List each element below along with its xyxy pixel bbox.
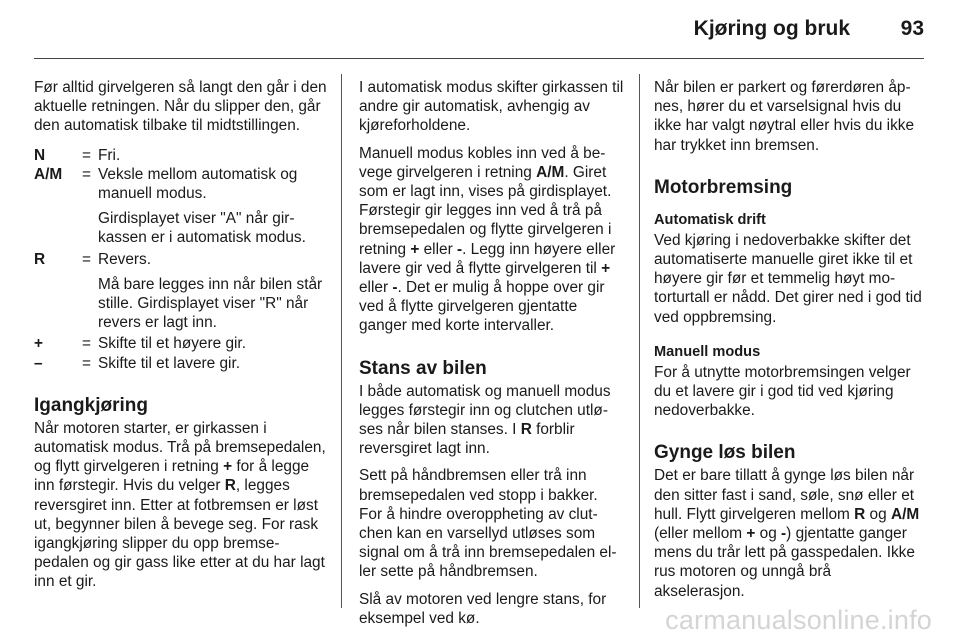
heading-motorbremsing: Motorbremsing <box>654 176 793 198</box>
legend-equals: = <box>82 354 91 372</box>
engine-off-paragraph: Slå av motoren ved lengre stans, for eksempel ved kø. <box>359 590 607 627</box>
legend-equals: = <box>82 250 91 268</box>
page-number: 93 <box>900 17 924 40</box>
auto-braking-paragraph: Ved kjøring i nedoverbakke skifter det automatiserte manuelle giret ikke til et høyere gir før et temmelig høyt motorturtall er nådd. Det girer ned i god tid ved oppbremsing. <box>654 231 922 326</box>
legend-key: – <box>34 354 43 372</box>
intro-paragraph: Før alltid girvelgeren så langt den går i den aktuelle retningen. Når du slipper den, går den automatisk tilbake til midtstillingen. <box>34 79 327 135</box>
column-divider-2 <box>639 74 640 608</box>
legend-value: Veksle mellom automatisk og manuell modus. <box>98 165 298 203</box>
legend-equals: = <box>82 335 91 353</box>
manual-braking-paragraph: For å utnytte motorbremsingen velger du et lavere gir i god tid ved kjøring nedoverbakke. <box>654 363 911 420</box>
legend-equals: = <box>82 146 91 164</box>
legend-value: Skifte til et høyere gir. <box>98 335 246 353</box>
start-paragraph: Når motoren starter, er girkassen i automatisk modus. Trå på bremsepedalen, og flytt girvelgeren i retning + for å legge inn førstegir. Hvis du velger R, legges reversgiret inn. Etter at fotbremsen er løst ut, begynner bilen å bevege seg. For rask igangkjøring slipper du opp bremsepedalen og gir gass like etter at du har lagt inn et gir. <box>34 419 326 591</box>
column-1 <box>34 78 328 600</box>
header-divider <box>34 58 924 59</box>
column-2 <box>359 78 625 636</box>
subheading-manuell: Manuell modus <box>654 343 761 360</box>
heading-igangkjoring: Igangkjøring <box>34 394 148 416</box>
section-title: Kjøring og bruk <box>693 17 850 40</box>
hill-paragraph: Sett på håndbremsen eller trå inn bremsepedalen ved stopp i bakker. For å hindre overoppheting av clutchen kan en varsellyd utløses som signal om å trå inn bremsepedalen eller sette på håndbremsen. <box>359 467 617 581</box>
legend-value: Skifte til et lavere gir. <box>98 354 240 372</box>
heading-stans: Stans av bilen <box>359 357 487 379</box>
legend-note: Girdisplayet viser "A" når girkassen er i automatisk modus. <box>98 210 306 247</box>
legend-key: A/M <box>34 165 63 183</box>
legend-row-plus <box>34 334 328 353</box>
gear-legend <box>34 146 328 373</box>
legend-key: N <box>34 146 46 164</box>
legend-value: Revers. <box>98 250 152 268</box>
heading-gynge: Gynge løs bilen <box>654 442 796 464</box>
parked-paragraph: Når bilen er parkert og førerdøren åpnes, hører du et varselsignal hvis du ikke har valgt nøytral eller hvis du ikke har trykket inn bremsen. <box>654 79 915 154</box>
rocking-paragraph: Det er bare tillatt å gynge løs bilen når den sitter fast i sand, søle, snø eller et hull. Flytt girvelgeren mellom R og A/M (eller mellom + og -) gjentatte ganger mens du trår lett på gasspedalen. Ikke rus motoren og unngå brå akselerasjon. <box>654 467 920 600</box>
legend-equals: = <box>82 165 91 183</box>
legend-value: Fri. <box>98 146 121 164</box>
legend-key: R <box>34 250 46 268</box>
column-3 <box>654 78 926 609</box>
legend-note: Må bare legges inn når bilen står stille. Girdisplayet viser "R" når revers er lagt inn. <box>98 275 323 332</box>
auto-mode-paragraph: I automatisk modus skifter girkassen til andre gir automatisk, avhengig av kjøreforholdene. <box>359 79 624 135</box>
stop-paragraph: I både automatisk og manuell modus legges førstegir inn og clutchen utløses når bilen stanses. I R forblir reversgiret lagt inn. <box>359 382 611 458</box>
site-watermark: carmanualsonline.info <box>665 605 932 635</box>
manual-mode-paragraph: Manuell modus kobles inn ved å bevege girvelgeren i retning A/M. Giret som er lagt inn, vises på girdisplayet. Førstegir gir legges inn ved å trå på bremsepedalen og flytte girvelgeren i retning + eller -. Legg inn høyere eller lavere gir ved å flytte girvelgeren til + eller -. Det er mulig å hoppe over gir ved å flytte girvelgeren gjentatte ganger med korte intervaller. <box>359 144 616 335</box>
page-header <box>0 0 960 58</box>
legend-row-n <box>34 146 328 165</box>
subheading-automatisk: Automatisk drift <box>654 211 766 228</box>
column-divider-1 <box>341 74 342 608</box>
legend-row-am <box>34 165 328 203</box>
legend-row-r <box>34 250 328 269</box>
legend-row-minus <box>34 354 328 373</box>
legend-key: + <box>34 335 43 353</box>
